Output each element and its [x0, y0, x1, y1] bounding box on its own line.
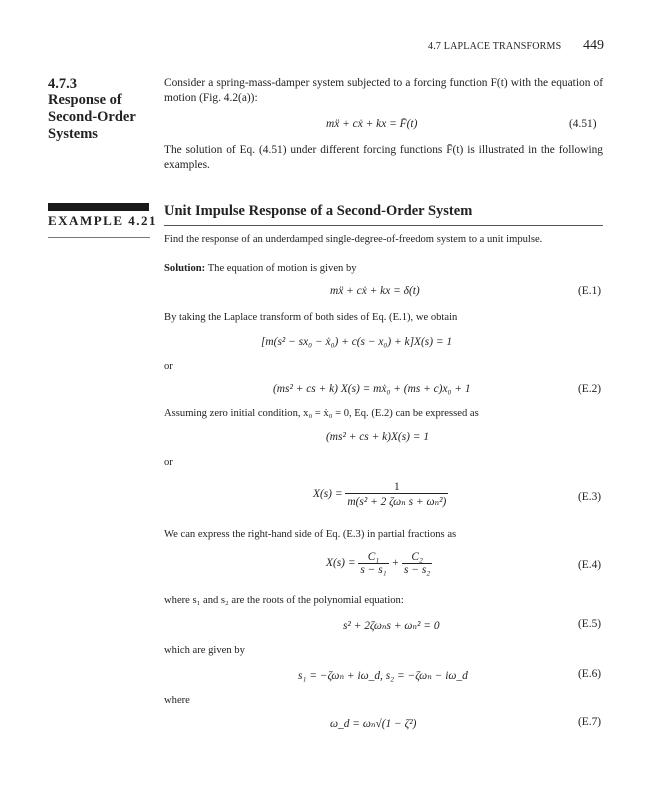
equation-e7: ω_d = ωₙ√(1 − ζ²) — [330, 718, 417, 730]
equation-number-e6: (E.6) — [578, 668, 602, 680]
equation-e1: mẍ + cẋ + kx = δ(t) — [330, 285, 420, 297]
section-title: Response of Second-Order Systems — [48, 92, 136, 142]
equation-e4-lhs: X(s) = — [326, 557, 356, 570]
page-number: 449 — [583, 38, 604, 53]
equation-number-e4: (E.4) — [578, 559, 602, 571]
equation-e4 — [326, 551, 432, 576]
text-or-1: or — [164, 361, 173, 372]
equation-e6: s₁ = −ζωₙ + iω_d, s₂ = −ζωₙ − iω_d — [298, 670, 468, 682]
text-partial-fractions: We can express the right-hand side of Eq. (E.3) in partial fractions as — [164, 529, 457, 540]
example-label: EXAMPLE 4.21 — [48, 213, 157, 228]
equation-e2: (ms² + cs + k) X(s) = mẋ₀ + (ms + c)x₀ + 1 — [273, 383, 471, 395]
example-title-rule — [164, 225, 603, 226]
running-header-section: 4.7 LAPLACE TRANSFORMS — [428, 41, 562, 52]
text-zero-initial: Assuming zero initial condition, x₀ = ẋ₀ = 0, Eq. (E.2) can be expressed as — [164, 408, 479, 419]
solution-label: Solution: — [164, 263, 206, 274]
section-number: 4.7.3 — [48, 76, 77, 92]
intro-paragraph-2: The solution of Eq. (4.51) under different forcing functions F̄(t) is illustrated in the following examples. — [164, 144, 603, 171]
example-title: Unit Impulse Response of a Second-Order System — [164, 203, 473, 219]
equation-zero-initial: (ms² + cs + k)X(s) = 1 — [326, 431, 430, 443]
equation-e4-fraction-2 — [402, 551, 432, 576]
equation-e4-c2: C₂ — [402, 551, 432, 564]
equation-e4-den2: s − s₂ — [404, 564, 431, 576]
equation-laplace: [m(s² − sx₀ − ẋ₀) + c(s − x₀) + k]X(s) = 1 — [261, 336, 453, 348]
equation-e3-fraction — [345, 481, 448, 508]
equation-e4-c1: C₁ — [358, 551, 388, 564]
equation-e4-fraction-1 — [358, 551, 388, 576]
equation-number-e7: (E.7) — [578, 716, 602, 728]
equation-number-e3: (E.3) — [578, 491, 602, 503]
text-laplace: By taking the Laplace transform of both sides of Eq. (E.1), we obtain — [164, 312, 458, 323]
text-or-2: or — [164, 457, 173, 468]
equation-number-e2: (E.2) — [578, 383, 602, 395]
example-problem: Find the response of an underdamped single-degree-of-freedom system to a unit impulse. — [164, 234, 543, 245]
solution-line — [164, 262, 357, 276]
intro-paragraph-1: Consider a spring-mass-damper system subjected to a forcing function F(t) with the equation of motion (Fig. 4.2(a)): — [164, 77, 603, 104]
example-label-rule — [48, 237, 150, 238]
equation-e5: s² + 2ζωₙs + ωₙ² = 0 — [343, 620, 440, 632]
equation-e4-den1: s − s₁ — [360, 564, 387, 576]
text-where: where — [164, 695, 190, 706]
text-roots: where s₁ and s₂ are the roots of the polynomial equation: — [164, 595, 404, 606]
equation-e3 — [313, 481, 448, 508]
equation-number-4-51: (4.51) — [569, 118, 597, 130]
equation-e4-plus: + — [391, 557, 400, 570]
equation-number-e1: (E.1) — [578, 285, 602, 297]
equation-e3-lhs: X(s) = — [313, 488, 343, 501]
text-given-by: which are given by — [164, 645, 245, 656]
equation-4-51: mẍ + cẋ + kx = F̄(t) — [326, 118, 418, 130]
example-bar — [48, 203, 149, 211]
equation-e3-numerator: 1 — [345, 481, 448, 494]
equation-e3-denominator: m(s² + 2 ζωₙ s + ωₙ²) — [347, 496, 447, 508]
solution-text: The equation of motion is given by — [207, 263, 357, 274]
equation-number-e5: (E.5) — [578, 618, 602, 630]
